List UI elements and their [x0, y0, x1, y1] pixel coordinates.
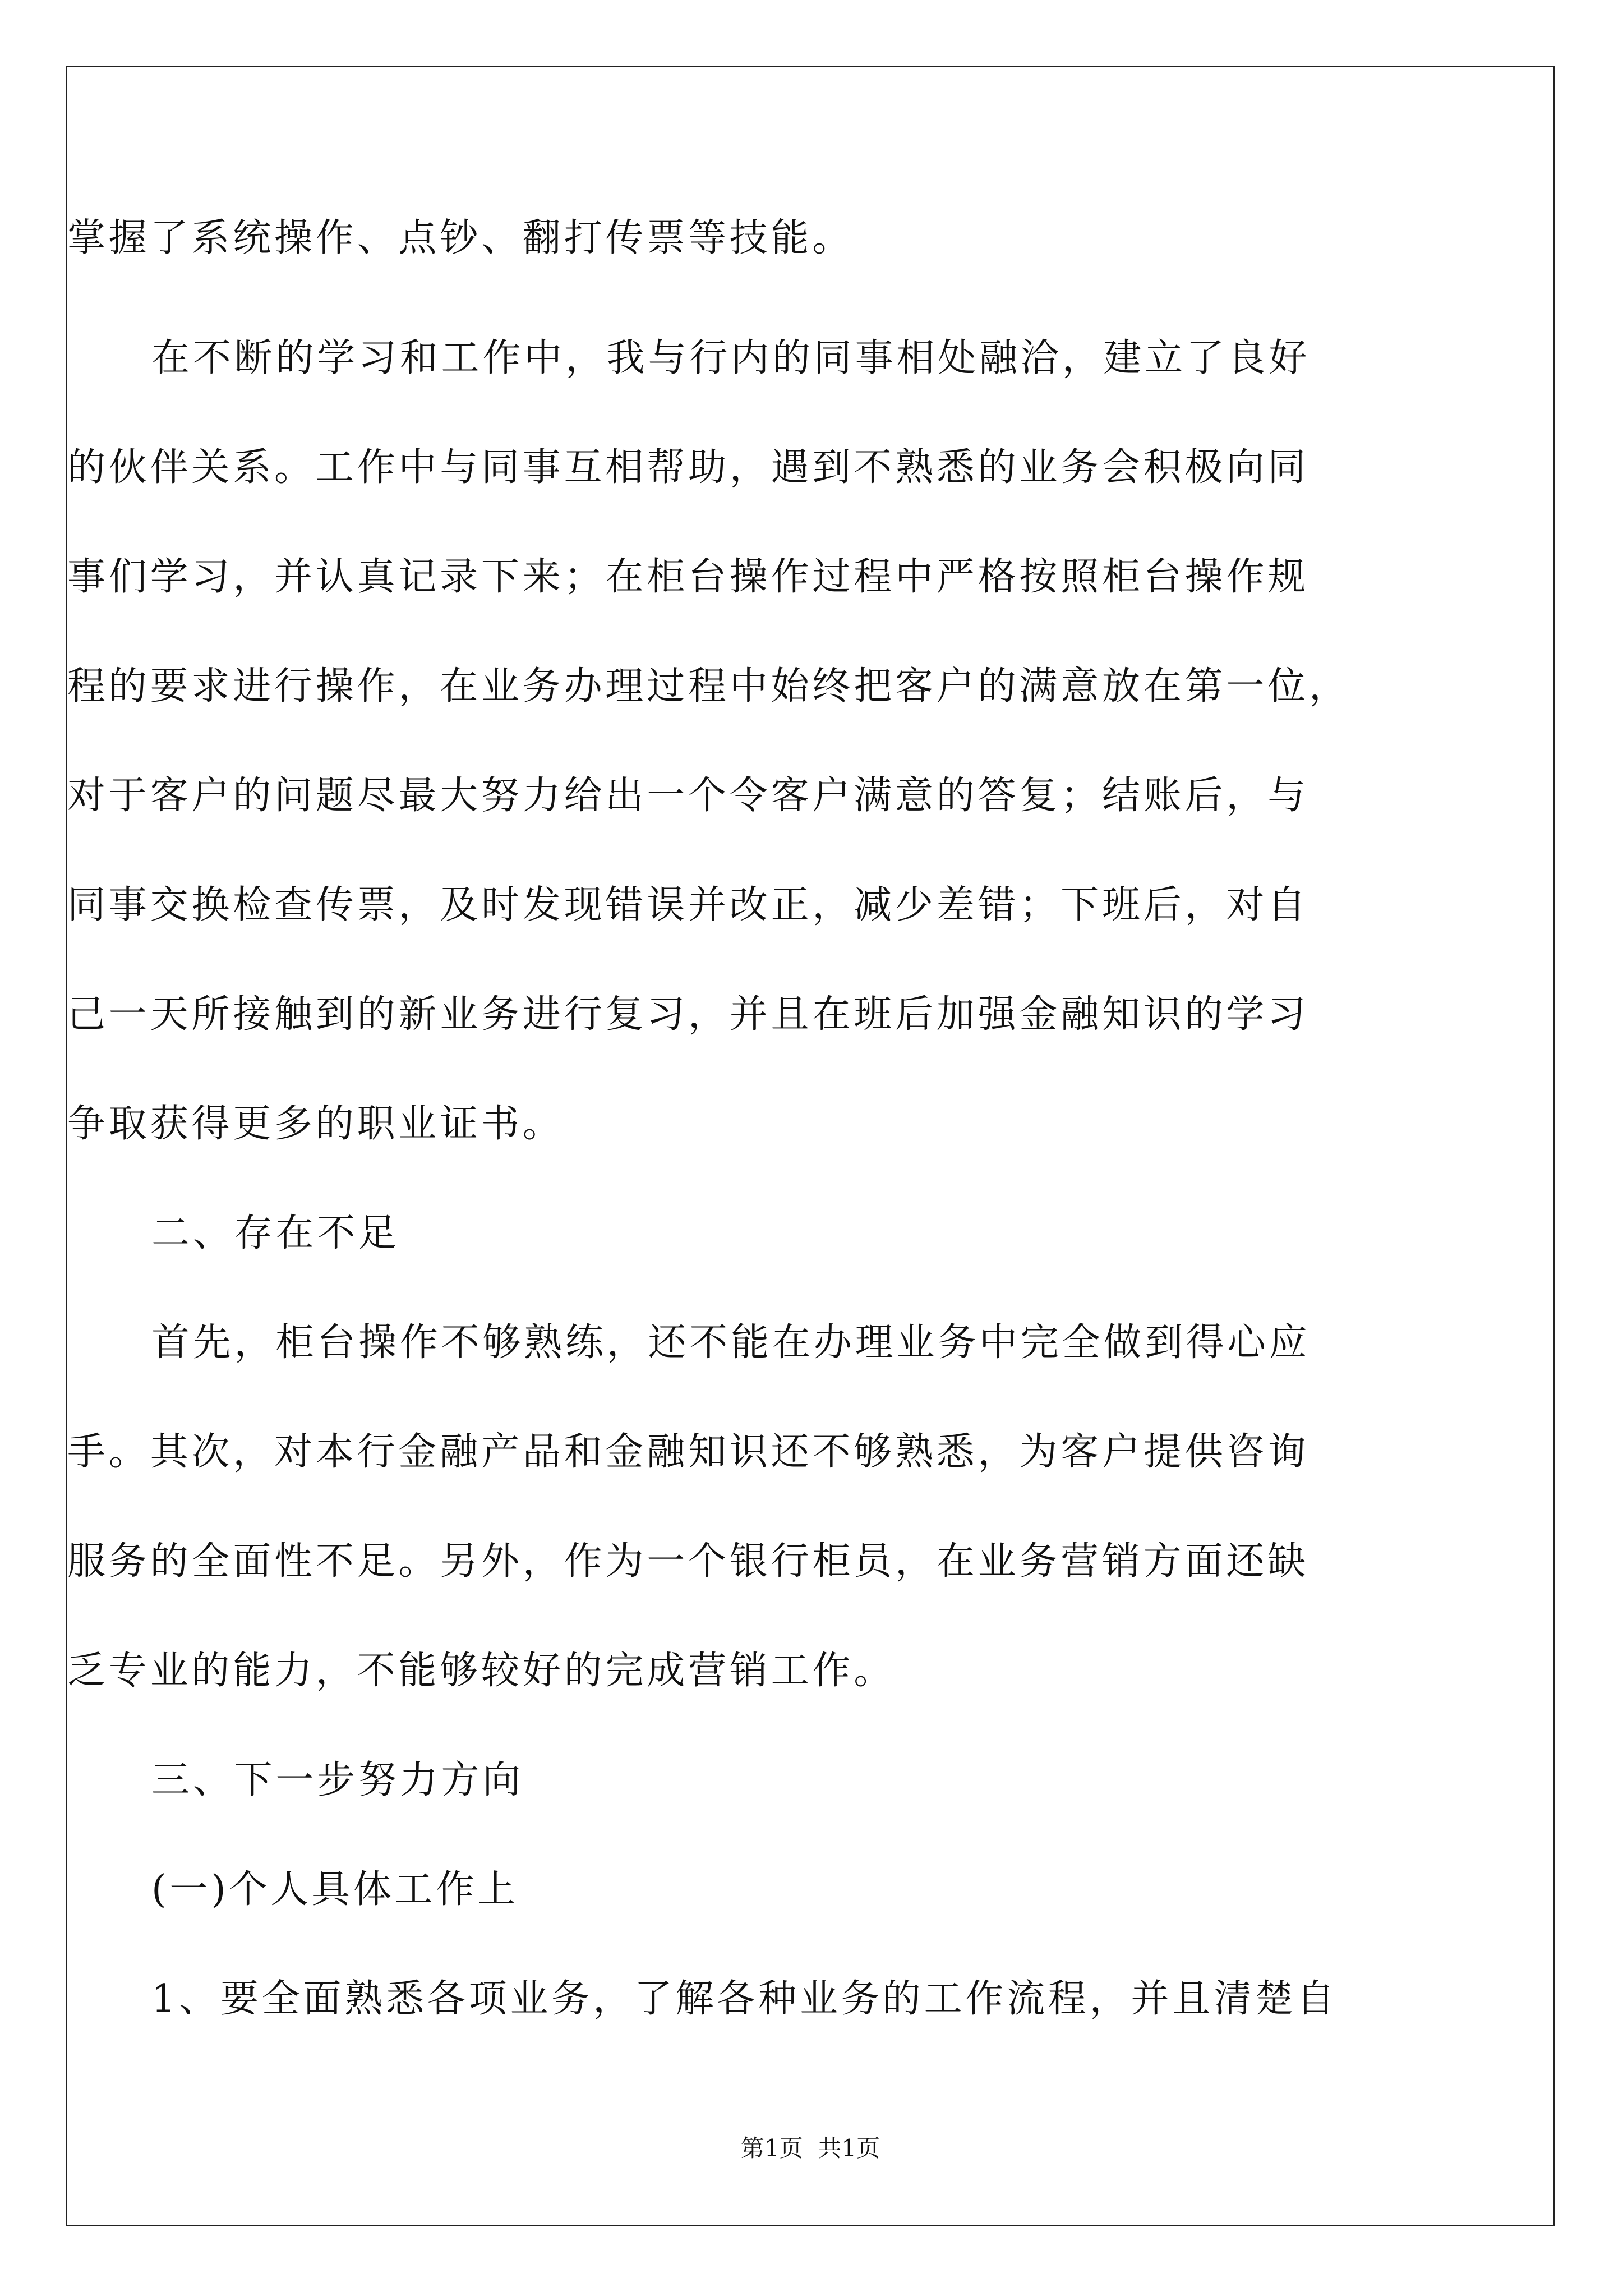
text-line: 对于客户的问题尽最大努力给出一个令客户满意的答复；结账后，与	[67, 774, 1310, 818]
text-line: 服务的全面性不足。另外，作为一个银行柜员，在业务营销方面还缺	[67, 1539, 1310, 1584]
text-line: 己一天所接触到的新业务进行复习，并且在班后加强金融知识的学习	[67, 992, 1310, 1037]
text-line: 的伙伴关系。工作中与同事互相帮助，遇到不熟悉的业务会积极向同	[67, 445, 1310, 490]
text-line: 同事交换检查传票，及时发现错误并改正，减少差错；下班后，对自	[67, 883, 1310, 927]
text-line: 掌握了系统操作、点钞、翻打传票等技能。	[67, 216, 854, 260]
text-line: 争取获得更多的职业证书。	[67, 1102, 564, 1146]
subsection-heading: (一)个人具体工作上	[151, 1867, 519, 1912]
text-line: 事们学习，并认真记录下来；在柜台操作过程中严格按照柜台操作规	[67, 555, 1310, 599]
text-line: 首先，柜台操作不够熟练，还不能在办理业务中完全做到得心应	[151, 1320, 1311, 1365]
text-line: 程的要求进行操作，在业务办理过程中始终把客户的满意放在第一位，	[67, 664, 1350, 708]
section-heading: 三、下一步努力方向	[151, 1758, 524, 1802]
text-line: 在不断的学习和工作中，我与行内的同事相处融洽，建立了良好	[151, 336, 1311, 380]
page-border	[66, 66, 1555, 2226]
text-line: 手。其次，对本行金融产品和金融知识还不够熟悉，为客户提供咨询	[67, 1430, 1310, 1474]
section-heading: 二、存在不足	[151, 1211, 400, 1255]
text-line: 乏专业的能力，不能够较好的完成营销工作。	[67, 1649, 896, 1693]
page-footer: 第1页 共1页	[740, 2134, 880, 2162]
text-line: 1、要全面熟悉各项业务，了解各种业务的工作流程，并且清楚自	[151, 1977, 1338, 2021]
